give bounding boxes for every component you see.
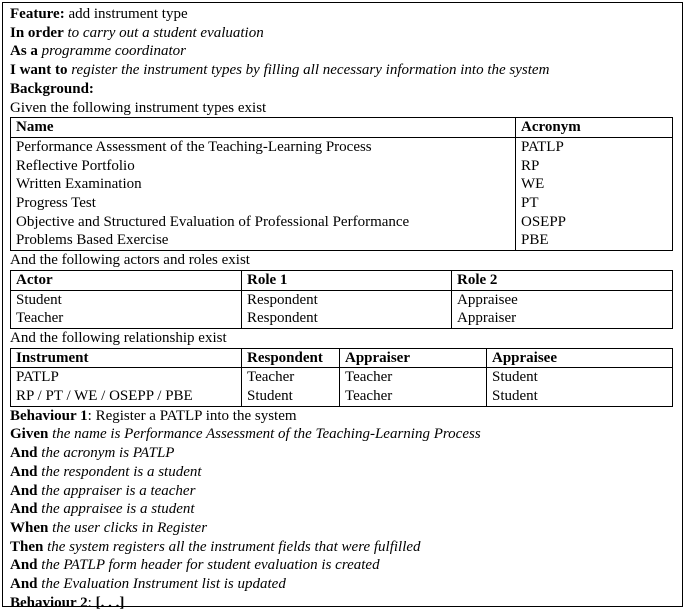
step-text: the user clicks in Register [48, 519, 208, 536]
instrument-name: Reflective Portfolio [16, 157, 135, 174]
table-row [11, 387, 673, 406]
table-header-row [11, 270, 673, 290]
step-keyword: And [10, 445, 38, 462]
scenario-step [10, 556, 682, 575]
table-header-row [11, 118, 673, 138]
table-row [11, 290, 673, 309]
behaviour-2-title [10, 594, 682, 613]
behaviour-1-title [10, 407, 682, 426]
scenario-step [10, 444, 682, 463]
scenario-step [10, 538, 682, 557]
column-header-respondent: Respondent [242, 348, 340, 368]
instrument-name: Written Examination [16, 176, 142, 193]
instrument-acronym: PBE [516, 231, 673, 250]
in-order-label: In order [10, 24, 64, 41]
relationships-table [10, 348, 673, 407]
step-keyword: And [10, 557, 38, 574]
relationships-intro: And the following relationship exist [10, 329, 227, 346]
table-row [11, 157, 673, 176]
behaviour-2-ellipsis: [. . .] [95, 594, 125, 611]
scenario-step [10, 463, 682, 482]
table-row [11, 175, 673, 194]
instrument-acronym: PATLP [516, 137, 673, 156]
instrument-types-intro: Given the following instrument types exist [10, 99, 267, 116]
step-text: the PATLP form header for student evaluation is created [37, 557, 380, 574]
role-2-cell: Appraisee [452, 290, 673, 309]
step-text: the Evaluation Instrument list is updated [37, 576, 286, 593]
step-keyword: Given [10, 426, 49, 443]
behaviour-2-colon: : [87, 594, 96, 611]
step-text: the system registers all the instrument fields that were fulfilled [43, 538, 421, 555]
column-header-name: Name [11, 118, 516, 138]
feature-line [10, 5, 682, 24]
instrument-name: Objective and Structured Evaluation of Professional Performance [16, 213, 410, 230]
scenario-step [10, 500, 682, 519]
in-order-text: to carry out a student evaluation [63, 24, 264, 41]
appraiser-cell: Teacher [340, 387, 487, 406]
respondent-cell: Student [242, 387, 340, 406]
step-keyword: When [10, 519, 49, 536]
role-2-cell: Appraiser [452, 309, 673, 328]
column-header-appraisee: Appraisee [487, 348, 673, 368]
column-header-acronym: Acronym [516, 118, 673, 138]
feature-label: Feature: [10, 6, 65, 22]
step-keyword: And [10, 501, 38, 518]
instrument-acronym: OSEPP [516, 213, 673, 232]
step-keyword: And [10, 482, 38, 499]
instrument-acronym: PT [516, 194, 673, 213]
step-text: the appraiser is a teacher [37, 482, 196, 499]
instrument-name: Problems Based Exercise [16, 232, 169, 249]
table-row [11, 309, 673, 328]
actors-roles-intro: And the following actors and roles exist [10, 252, 250, 269]
column-header-instrument: Instrument [11, 348, 242, 368]
appraisee-cell: Student [487, 368, 673, 387]
column-header-role-1: Role 1 [242, 270, 452, 290]
scenario-step [10, 425, 682, 444]
appraiser-cell: Teacher [340, 368, 487, 387]
step-text: the appraisee is a student [37, 501, 195, 518]
instrument-types-table [10, 117, 673, 251]
table-row [11, 213, 673, 232]
table-row [11, 368, 673, 387]
step-keyword: Then [10, 538, 44, 555]
scenario-step [10, 519, 682, 538]
as-a-label: As a [10, 43, 38, 60]
column-header-appraiser: Appraiser [340, 348, 487, 368]
scenario-step [10, 575, 682, 594]
i-want-label: I want to [10, 62, 68, 79]
background-heading [10, 80, 682, 99]
step-keyword: And [10, 576, 38, 593]
instrument-cell: PATLP [16, 369, 59, 386]
table-header-row [11, 348, 673, 368]
respondent-cell: Teacher [242, 368, 340, 387]
step-text: the name is Performance Assessment of the Teaching-Learning Process [48, 426, 481, 443]
i-want-line [10, 61, 682, 80]
column-header-actor: Actor [11, 270, 242, 290]
feature-text: add instrument type [64, 6, 188, 22]
instrument-name: Performance Assessment of the Teaching-Learning Process [16, 138, 372, 155]
as-a-line [10, 42, 682, 61]
instrument-cell: RP / PT / WE / OSEPP / PBE [16, 388, 193, 405]
instrument-acronym: RP [516, 157, 673, 176]
table-row [11, 231, 673, 250]
actors-roles-table [10, 270, 673, 329]
appraisee-cell: Student [487, 387, 673, 406]
gherkin-document [2, 2, 683, 611]
as-a-text: programme coordinator [37, 43, 186, 60]
instrument-acronym: WE [516, 175, 673, 194]
column-header-role-2: Role 2 [452, 270, 673, 290]
role-1-cell: Respondent [242, 309, 452, 328]
step-keyword: And [10, 463, 38, 480]
behaviour-2-label: Behaviour 2 [10, 594, 88, 611]
role-1-cell: Respondent [242, 290, 452, 309]
scenario-step [10, 482, 682, 501]
in-order-line [10, 24, 682, 43]
background-label: Background: [10, 80, 94, 97]
i-want-text: register the instrument types by filling all necessary information into the system [67, 62, 550, 79]
actor-cell: Student [16, 291, 62, 308]
behaviour-1-label: Behaviour 1 [10, 407, 88, 424]
table-row [11, 194, 673, 213]
actor-cell: Teacher [16, 310, 64, 327]
behaviour-1-title-text: : Register a PATLP into the system [87, 407, 297, 424]
instrument-name: Progress Test [16, 195, 96, 212]
table-row [11, 137, 673, 156]
step-text: the respondent is a student [37, 463, 202, 480]
step-text: the acronym is PATLP [37, 445, 175, 462]
